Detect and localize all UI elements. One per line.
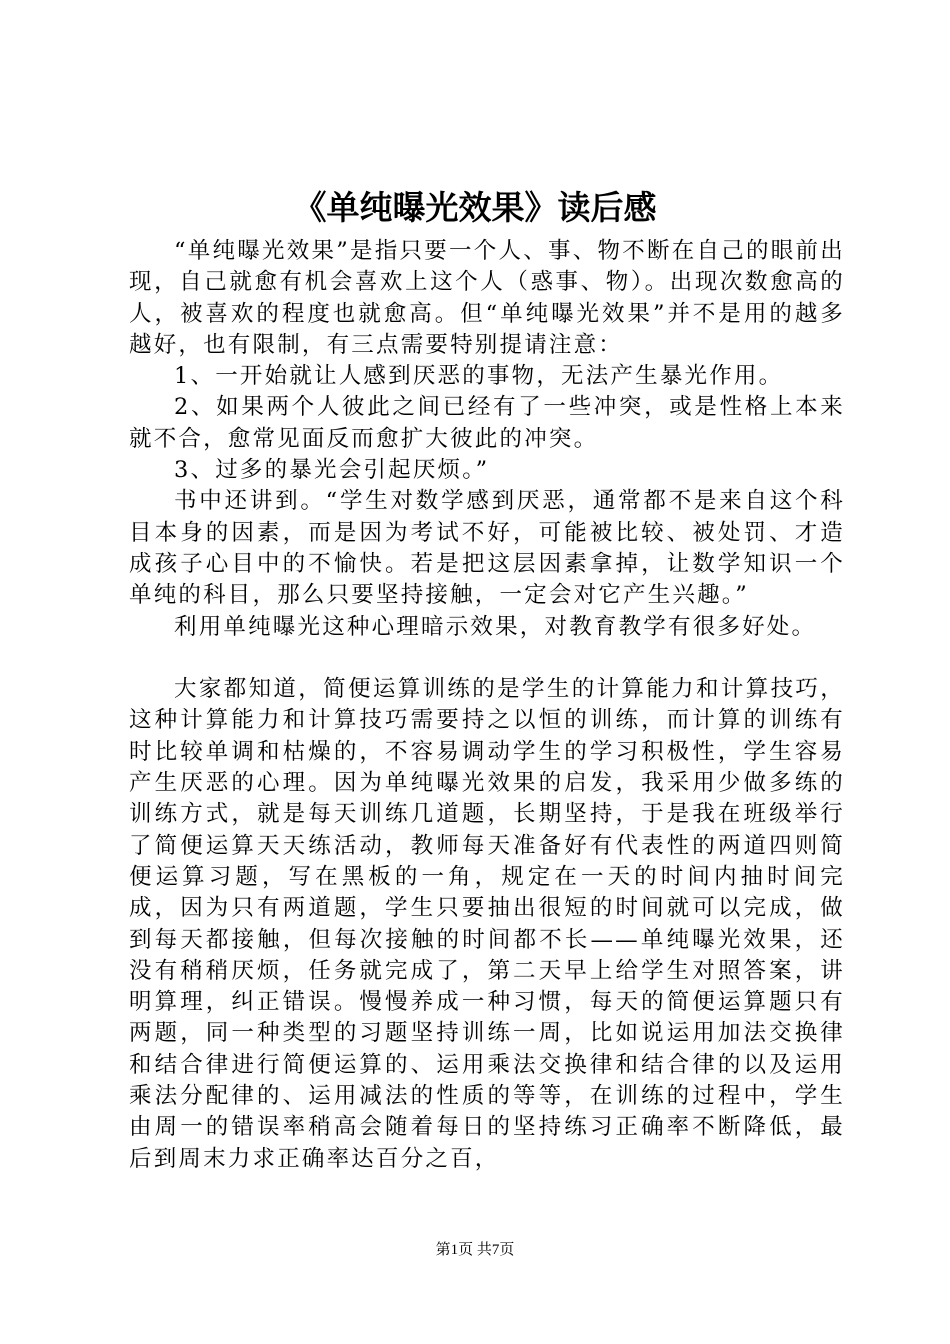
- document-body: [129, 236, 845, 1175]
- page-number-footer: 第1页 共7页: [435, 1242, 515, 1258]
- paragraph-practice: 大家都知道，简便运算训练的是学生的计算能力和计算技巧，这种计算能力和计算技巧需要持之以恒的训练，而计算的训练有时比较单调和枯燥的，不容易调动学生的学习积极性，学生容易产生厌恶的心理。因为单纯曝光效果的启发，我采用少做多练的训练方式，就是每天训练几道题，长期坚持，于是我在班级举行了简便运算天天练活动，教师每天准备好有代表性的两道四则简便运算习题，写在黑板的一角，规定在一天的时间内抽时间完成，因为只有两道题，学生只要抽出很短的时间就可以完成，做到每天都接触，但每次接触的时间都不长——单纯曝光效果，还没有稍稍厌烦，任务就完成了，第二天早上给学生对照答案，讲明算理，纠正错误。慢慢养成一种习惯，每天的简便运算题只有两题，同一种类型的习题坚持训练一周，比如说运用加法交换律和结合律进行简便运算的、运用乘法交换律和结合律的以及运用乘法分配律的、运用减法的性质的等等，在训练的过程中，学生由周一的错误率稍高会随着每日的坚持练习正确率不断降低，最后到周末力求正确率达百分之百，: [129, 676, 845, 1172]
- paragraph-book-quote: 书中还讲到。“学生对数学感到厌恶，通常都不是来自这个科目本身的因素，而是因为考试不好，可能被比较、被处罚、才造成孩子心目中的不愉快。若是把这层因素拿掉，让数学知识一个单纯的科目，那么只要坚持接触，一定会对它产生兴趣。”: [129, 488, 845, 609]
- paragraph-point-2: 2、如果两个人彼此之间已经有了一些冲突，或是性格上本来就不合，愈常见面反而愈扩大彼此的冲突。: [129, 394, 845, 452]
- paragraph-spacer: [129, 643, 845, 674]
- document-title: 《单纯曝光效果》读后感: [293, 188, 657, 227]
- paragraph-point-1: 1、一开始就让人感到厌恶的事物，无法产生暴光作用。: [174, 363, 784, 390]
- paragraph-point-3: 3、过多的暴光会引起厌烦。”: [174, 457, 490, 484]
- paragraph-definition: “单纯曝光效果”是指只要一个人、事、物不断在自己的眼前出现，自己就愈有机会喜欢上这个人（惑事、物）。出现次数愈高的人，被喜欢的程度也就愈高。但“单纯曝光效果”并不是用的越多越好，也有限制，有三点需要特别提请注意：: [129, 238, 845, 358]
- paragraph-benefit: 利用单纯曝光这种心理暗示效果，对教育教学有很多好处。: [174, 613, 817, 640]
